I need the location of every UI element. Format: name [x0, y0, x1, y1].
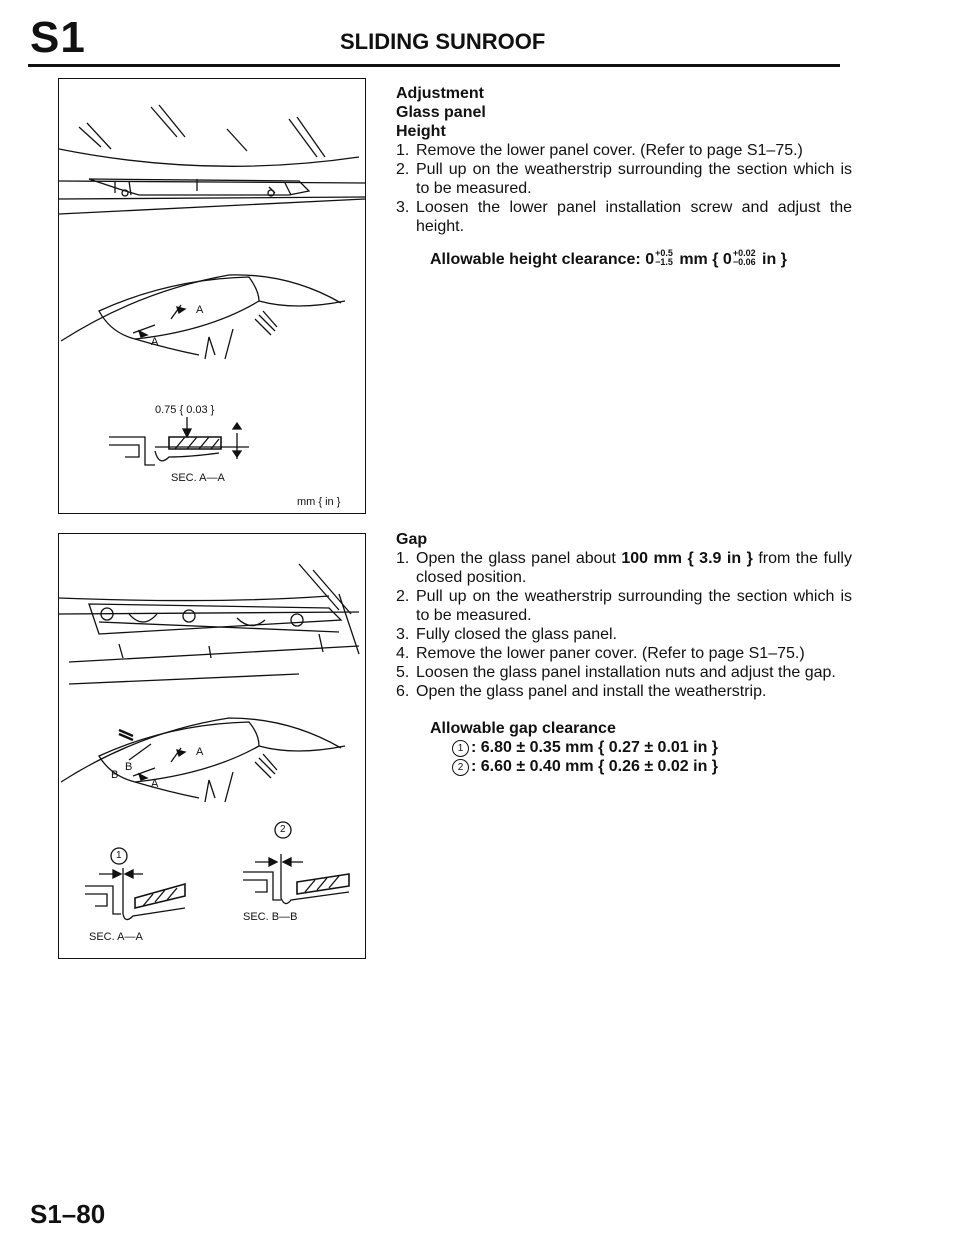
mm-tolerance [655, 249, 673, 267]
step-text: Loosen the lower panel installation screw and adjust the height. [416, 199, 852, 235]
in-tolerance [733, 249, 756, 267]
step-number: 1. [396, 142, 410, 159]
step-text: Pull up on the weatherstrip surrounding the section which is to be measured. [416, 161, 852, 197]
section-title: SEC. A—A [89, 931, 143, 943]
spec-value: : 6.60 ± 0.40 mm { 0.26 ± 0.02 in } [471, 758, 719, 775]
step-number: 2. [396, 588, 410, 605]
dimension-label: 0.75 { 0.03 } [155, 404, 215, 416]
subsection-heading: Glass panel [396, 104, 486, 121]
unit-label: mm { in } [297, 496, 341, 508]
circled-marker-1: 1 [116, 850, 122, 861]
procedure-heading: Height [396, 123, 446, 140]
circled-number-1: 1 [452, 740, 469, 757]
spec-in-unit: in } [762, 251, 787, 268]
procedure-step [396, 549, 852, 587]
circled-number-2: 2 [452, 759, 469, 776]
header-rule [28, 64, 840, 67]
procedure-step [396, 625, 852, 644]
section-title: SEC. A—A [171, 472, 225, 484]
step-text: Loosen the glass panel installation nuts and adjust the gap. [416, 664, 836, 681]
procedure-step [396, 644, 852, 663]
section-marker-a: A [151, 336, 159, 348]
step-text-prefix: Open the glass panel about [416, 550, 616, 567]
step-number: 3. [396, 199, 410, 216]
gap-adjustment-section [396, 530, 852, 776]
section-heading: Adjustment [396, 85, 484, 102]
page-number: S1–80 [30, 1199, 106, 1229]
step-number: 3. [396, 626, 410, 643]
step-text: Open the glass panel and install the weatherstrip. [416, 683, 767, 700]
gap-clearance-spec-2 [396, 757, 852, 776]
section-marker-a: A [196, 746, 204, 758]
gap-clearance-spec-title: Allowable gap clearance [430, 720, 616, 737]
circled-marker-2: 2 [280, 824, 286, 835]
height-adjustment-section [396, 84, 852, 269]
step-text: Remove the lower paner cover. (Refer to page S1–75.) [416, 645, 805, 662]
step-bold-value: 100 mm { 3.9 in } [621, 550, 753, 567]
step-text [416, 549, 852, 587]
step-text: Fully closed the glass panel. [416, 626, 617, 643]
spec-in-base: 0 [722, 251, 732, 268]
procedure-step [396, 160, 852, 198]
step-number: 6. [396, 683, 410, 700]
step-text: Remove the lower panel cover. (Refer to page S1–75.) [416, 142, 803, 159]
step-number: 1. [396, 550, 410, 567]
spec-mm-base: 0 [645, 251, 655, 268]
section-marker-a: A [196, 304, 204, 316]
section-title: SEC. B—B [243, 911, 298, 923]
step-text-suffix: from the fully closed position. [416, 550, 852, 586]
procedure-step [396, 587, 852, 625]
gap-clearance-spec-1 [396, 738, 852, 757]
step-number: 5. [396, 664, 410, 681]
section-marker-b: B [125, 761, 133, 773]
tolerance-plus: +0.5 [655, 247, 673, 258]
step-text: Pull up on the weatherstrip surrounding the section which is to be measured. [416, 588, 852, 624]
step-number: 4. [396, 645, 410, 662]
gap-procedure-steps [396, 549, 852, 701]
procedure-step [396, 682, 852, 701]
height-adjustment-illustration [59, 79, 365, 513]
spec-mm-unit: mm { [679, 251, 719, 268]
procedure-step [396, 663, 852, 682]
section-marker-a: A [151, 778, 159, 790]
procedure-step [396, 141, 852, 160]
tolerance-minus: −1.5 [655, 256, 673, 267]
procedure-step [396, 198, 852, 236]
section-heading: Gap [396, 531, 428, 548]
height-procedure-steps [396, 141, 852, 236]
tolerance-plus: +0.02 [732, 247, 756, 258]
tolerance-minus: −0.06 [732, 256, 756, 267]
spec-label: Allowable height clearance: [430, 251, 641, 268]
page-title: SLIDING SUNROOF [340, 29, 546, 54]
height-clearance-spec [396, 247, 852, 269]
height-adjustment-figure [58, 78, 366, 514]
section-code: S1 [30, 13, 86, 62]
gap-adjustment-illustration [59, 534, 365, 958]
spec-value: : 6.80 ± 0.35 mm { 0.27 ± 0.01 in } [471, 739, 719, 756]
step-number: 2. [396, 161, 410, 178]
section-marker-b: B [111, 769, 119, 781]
gap-adjustment-figure [58, 533, 366, 959]
